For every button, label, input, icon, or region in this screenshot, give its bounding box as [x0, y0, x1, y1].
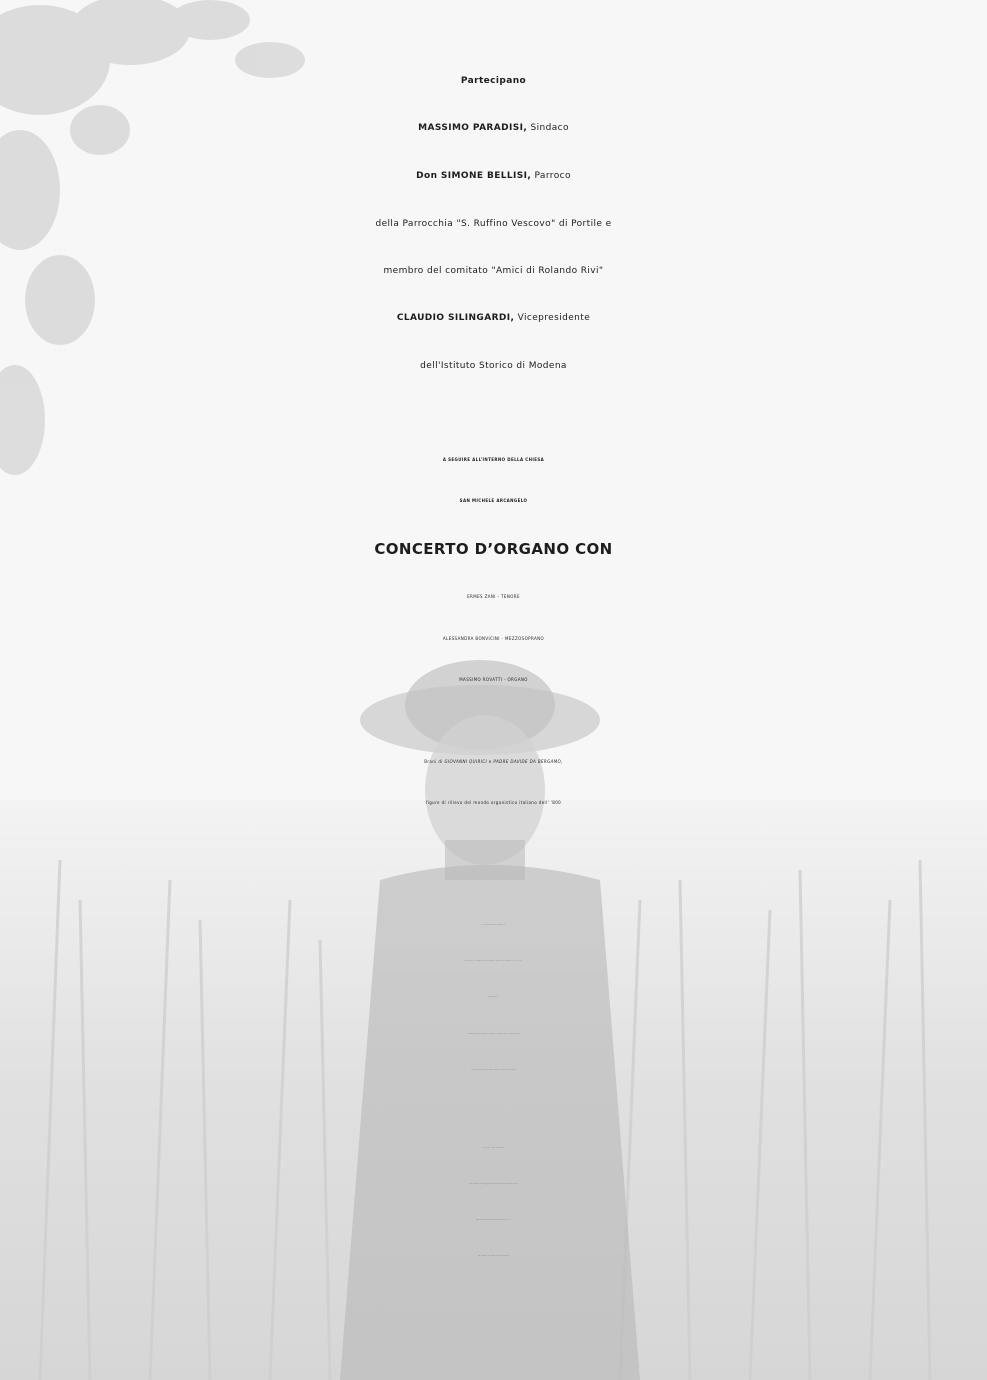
composer-quirici: GIOVANNI QUIRICI: [444, 759, 488, 764]
pieces-line1: [0, 759, 987, 764]
participant-paradisi: [0, 123, 987, 133]
participant-name: Don SIMONE BELLISI,: [416, 171, 532, 181]
performer: ALESSANDRA BONVICINI - MEZZOSOPRANO: [442, 636, 545, 641]
performer: ERMES ZANI - TENORE: [467, 594, 520, 599]
concert-location-line2: SAN MICHELE ARCANGELO: [459, 498, 528, 503]
pieces-prefix: Brani di: [424, 759, 445, 764]
concert-title: CONCERTO D’ORGANO CON: [374, 540, 613, 558]
info-heading: Per info: Ufficio Cultura: [482, 1148, 505, 1149]
info-facebook: FB Comune di Castelnuovo Rangone: [477, 1256, 510, 1257]
participant-role: Parroco: [531, 171, 571, 181]
info-website: www.comune.castelnuovo-rangone.mo.it: [476, 1220, 511, 1221]
composer-davide: PADRE DAVIDE DA BERGAMO: [493, 759, 562, 764]
participant-description: dell'Istituto Storico di Modena: [420, 361, 567, 371]
participant-role: Sindaco: [527, 123, 569, 133]
pieces-line2: figure di rilievo del mondo organistico italiano dell' '800: [425, 800, 562, 805]
participant-name: CLAUDIO SILINGARDI,: [396, 313, 515, 323]
participants-heading: Partecipano: [460, 76, 527, 86]
safety-line: distanziamento fisico di almeno 1 metro tra i partecipanti: [467, 1034, 520, 1035]
info-contact: 059-534802 cultura@comune.castelnuovo-rangone.mo.it: [468, 1184, 519, 1185]
safety-line: Nel rispetto delle norme di: [481, 925, 506, 926]
participant-silingardi: [0, 313, 987, 323]
participant-role: Vicepresidente: [514, 313, 591, 323]
performer: MASSIMO ROVATTI - ORGANO: [459, 677, 528, 682]
participant-name: MASSIMO PARADISI,: [418, 123, 528, 133]
safety-line: sicurezza il pubblico dovrà essere munito di mascherina e verrà: [464, 961, 523, 962]
pieces-suffix: ,: [561, 759, 563, 764]
safety-line: L'iniziativa è confermata anche in caso di pioggia: [471, 1070, 516, 1071]
participant-bellisi: [0, 171, 987, 181]
pieces-conj: e: [487, 759, 494, 764]
participant-description: della Parrocchia "S. Ruffino Vescovo" di Portile e: [375, 219, 612, 229]
concert-location-line1: A SEGUIRE ALL’INTERNO DELLA CHIESA: [442, 457, 545, 462]
safety-line: mantenuto il: [487, 997, 500, 998]
participant-description: membro del comitato "Amici di Rolando Rivi": [383, 266, 604, 276]
